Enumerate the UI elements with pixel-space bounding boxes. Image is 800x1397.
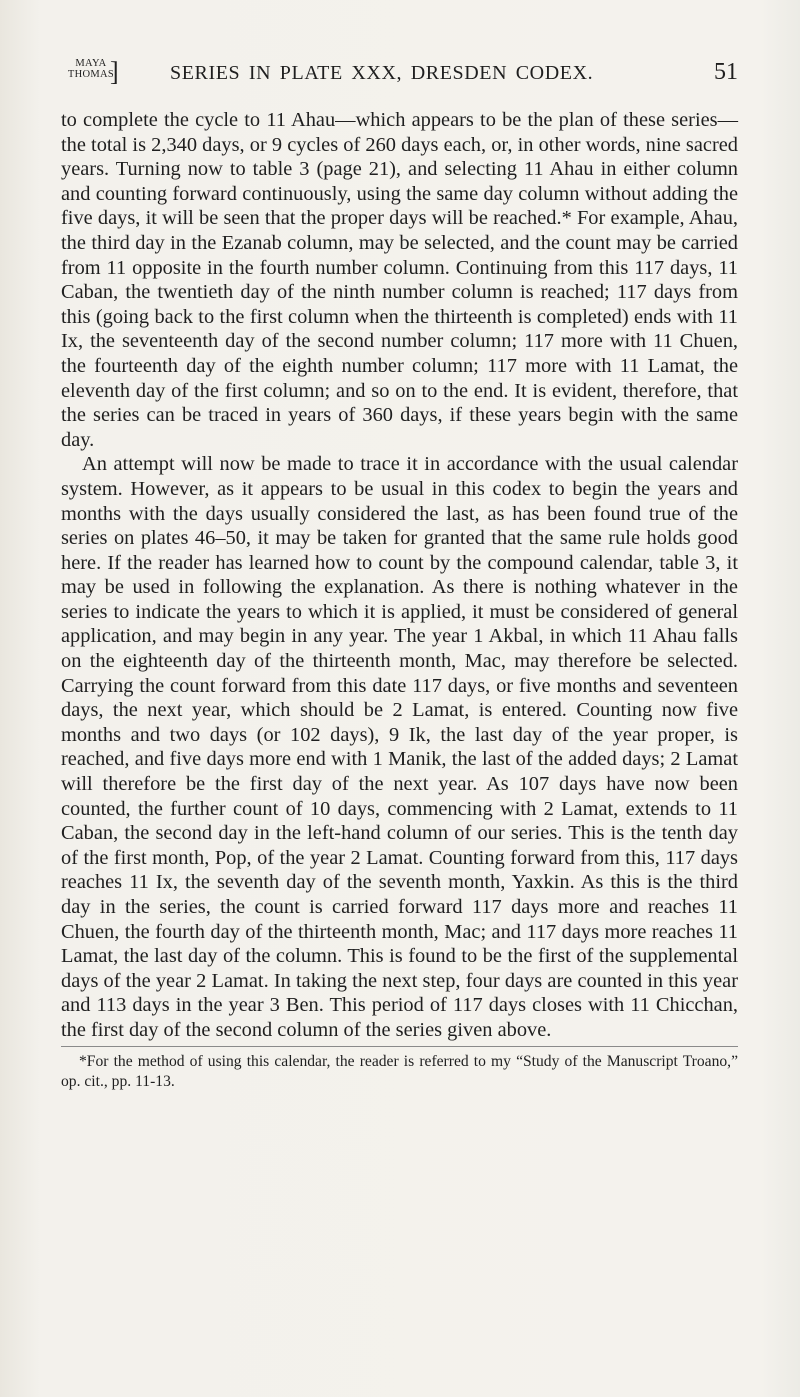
body-text [61,108,738,1043]
paragraph-2: An attempt will now be made to trace it in accordance with the usual calendar system. However, as it appears to be usual in this codex to begin the years and months with the days usually considered the last, as has been found true of the series on plates 46–50, it may be taken for granted that the same rule holds good here. If the reader has learned how to count by the compound calendar, table 3, it may be used in following the explanation. As there is nothing whatever in the series to indicate the years to which it is applied, it must be considered of general application, and may begin in any year. The year 1 Akbal, in which 11 Ahau falls on the eighteenth day of the thirteenth month, Mac, may therefore be selected. Carrying the count forward from this date 117 days, or five months and seventeen days, the next year, which should be 2 Lamat, is entered. Counting now five months and two days (or 102 days), 9 Ik, the last day of the year proper, is reached, and five days more end with 1 Manik, the last of the added days; 2 Lamat will therefore be the first day of the next year. As 107 days have now been counted, the further count of 10 days, commencing with 2 Lamat, extends to 11 Caban, the second day in the left-hand column of our series. This is the tenth day of the first month, Pop, of the year 2 Lamat. Counting forward from this, 117 days reaches 11 Ix, the seventh day of the seventh month, Yaxkin. As this is the third day in the series, the count is carried forward 117 days more and reaches 11 Chuen, the fourth day of the thirteenth month, Mac; and 117 days more reaches 11 Lamat, the last day of the column. This is found to be the first of the supplemental days of the year 2 Lamat. In taking the next step, four days are counted in this year and 113 days in the year 3 Ben. This period of 117 days closes with 11 Chicchan, the first day of the second column of the series given above. [61,453,738,1041]
running-head [64,56,738,104]
running-head-author-line-1: MAYA [75,58,107,69]
paragraph-1: to complete the cycle to 11 Ahau—which appears to be the plan of these series—the total is 2,340 days, or 9 cycles of 260 days each, or, in other words, nine sacred years. Turning now to table 3 (page 21), and selecting 11 Ahau in either column and counting forward continuously, using the same day column without adding the five days, it will be seen that the proper days will be reached.* For example, Ahau, the third day in the Ezanab column, may be selected, and the count may be carried from 11 opposite in the fourth number column. Continuing from this 117 days, 11 Caban, the twentieth day of the ninth number column is reached; 117 days from this (going back to the first column when the thirteenth is completed) ends with 11 Ix, the seventeenth day of the second number column; 117 more with 11 Chuen, the fourteenth day of the eighth number column; 117 more with 11 Lamat, the eleventh day of the first column; and so on to the end. It is evident, therefore, that the series can be traced in years of 360 days, if these years begin with the same day. [61,109,738,451]
running-head-bracket: ] [110,56,119,87]
footnote: *For the method of using this calendar, the reader is referred to my “Study of the Manuscript Troano,” op. cit., pp. 11-13. [61,1053,738,1090]
footnote-rule [61,1046,738,1047]
page-number: 51 [714,59,738,85]
running-head-author-line-2: THOMAS [67,69,115,80]
running-head-title: SERIES IN PLATE XXX, DRESDEN CODEX. [170,62,594,84]
